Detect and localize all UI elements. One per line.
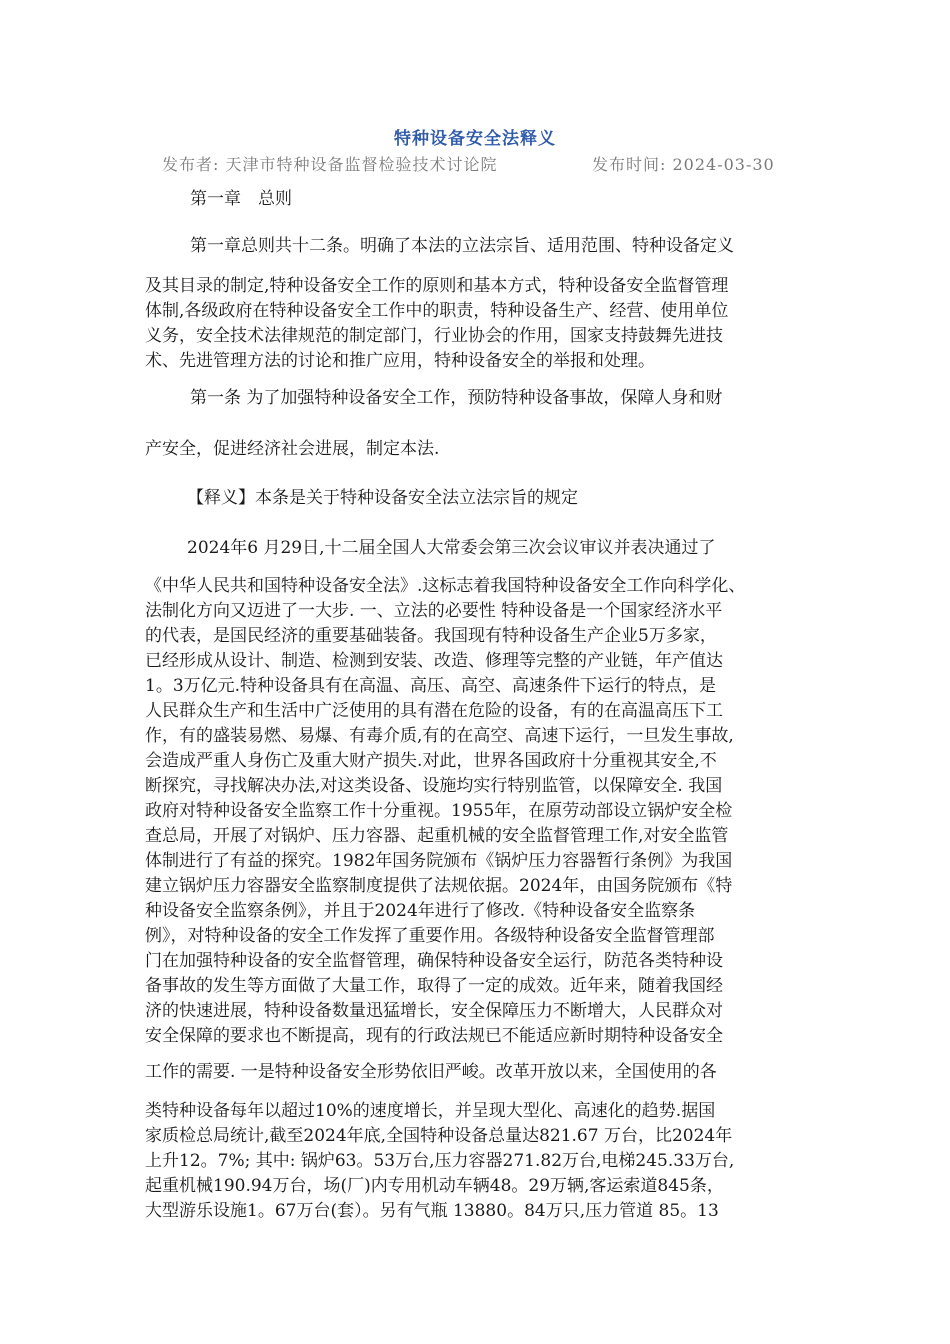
document-title: 特种设备安全法释义: [394, 129, 556, 149]
text-line: 建立锅炉压力容器安全监察制度提供了法规依据。2024年，由国务院颁布《特: [145, 876, 733, 896]
text-line: 作，有的盛装易燃、易爆、有毒介质,有的在高空、高速下运行，一旦发生事故,: [145, 726, 734, 746]
text-line: 术、先进管理方法的讨论和推广应用，特种设备安全的举报和处理。: [145, 351, 655, 371]
text-line: 断探究，寻找解决办法,对这类设备、设施均实行特别监管，以保障安全. 我国: [145, 776, 723, 796]
text-line: 体制,各级政府在特种设备安全工作中的职责，特种设备生产、经营、使用单位: [145, 301, 729, 321]
publish-time: 发布时间: 2024-03-30: [592, 155, 775, 174]
text-line: 会造成严重人身伤亡及重大财产损失.对此，世界各国政府十分重视其安全,不: [145, 751, 717, 771]
text-line: 济的快速进展，特种设备数量迅猛增长，安全保障压力不断增大，人民群众对: [145, 1001, 723, 1021]
text-line: 义务，安全技术法律规范的制定部门，行业协会的作用，国家支持鼓舞先进技: [145, 326, 723, 346]
article-line: 第一条 为了加强特种设备安全工作，预防特种设备事故，保障人身和财: [190, 388, 723, 408]
text-line: 起重机械190.94万台，场(厂)内专用机动车辆48。29万辆,客运索道845条，: [145, 1176, 724, 1196]
text-line: 已经形成从设计、制造、检测到安装、改造、修理等完整的产业链，年产值达: [145, 651, 723, 671]
text-line: 门在加强特种设备的安全监督管理，确保特种设备安全运行，防范各类特种设: [145, 951, 723, 971]
text-line: 备事故的发生等方面做了大量工作，取得了一定的成效。近年来，随着我国经: [145, 976, 723, 996]
text-line: 例》，对特种设备的安全工作发挥了重要作用。各级特种设备安全监督管理部: [145, 926, 715, 946]
text-line: 1。3万亿元.特种设备具有在高温、高压、高空、高速条件下运行的特点，是: [145, 676, 717, 696]
text-line: 2024年6 月29日,十二届全国人大常委会第三次会议审议并表决通过了: [187, 538, 716, 558]
text-line: 工作的需要. 一是特种设备安全形势依旧严峻。改革开放以来，全国使用的各: [145, 1062, 717, 1082]
text-line: 种设备安全监察条例》，并且于2024年进行了修改.《特种设备安全监察条: [145, 901, 696, 921]
publisher: 发布者: 天津市特种设备监督检验技术讨论院: [162, 155, 498, 174]
text-line: 政府对特种设备安全监察工作十分重视。1955年，在原劳动部设立锅炉安全检: [145, 801, 733, 821]
text-line: 大型游乐设施1。67万台(套）。另有气瓶 13880。84万只,压力管道 85。13: [145, 1201, 719, 1221]
article-line: 产安全，促进经济社会进展，制定本法.: [145, 439, 440, 459]
interpretation-heading: 【释义】本条是关于特种设备安全法立法宗旨的规定: [187, 488, 578, 508]
text-line: 《中华人民共和国特种设备安全法》.这标志着我国特种设备安全工作向科学化、: [145, 576, 746, 596]
text-line: 法制化方向又迈进了一大步. 一、立法的必要性 特种设备是一个国家经济水平: [145, 601, 723, 621]
text-line: 家质检总局统计,截至2024年底,全国特种设备总量达821.67 万台，比2024年: [145, 1126, 733, 1146]
text-line: 类特种设备每年以超过10%的速度增长，并呈现大型化、高速化的趋势.据国: [145, 1101, 716, 1121]
text-line: 的代表，是国民经济的重要基础装备。我国现有特种设备生产企业5万多家，: [145, 626, 717, 646]
text-line: 上升12。7%; 其中: 锅炉63。53万台,压力容器271.82万台,电梯245.33万台,: [145, 1151, 735, 1171]
chapter-heading: 第一章 总则: [190, 189, 292, 209]
text-line: 及其目录的制定,特种设备安全工作的原则和基本方式，特种设备安全监督管理: [145, 276, 729, 296]
text-line: 体制进行了有益的探究。1982年国务院颁布《锅炉压力容器暂行条例》为我国: [145, 851, 733, 871]
text-line: 第一章总则共十二条。明确了本法的立法宗旨、适用范围、特种设备定义: [190, 236, 734, 256]
text-line: 安全保障的要求也不断提高，现有的行政法规已不能适应新时期特种设备安全: [145, 1026, 723, 1046]
text-line: 查总局，开展了对锅炉、压力容器、起重机械的安全监督管理工作,对安全监管: [145, 826, 729, 846]
text-line: 人民群众生产和生活中广泛使用的具有潜在危险的设备，有的在高温高压下工: [145, 701, 723, 721]
